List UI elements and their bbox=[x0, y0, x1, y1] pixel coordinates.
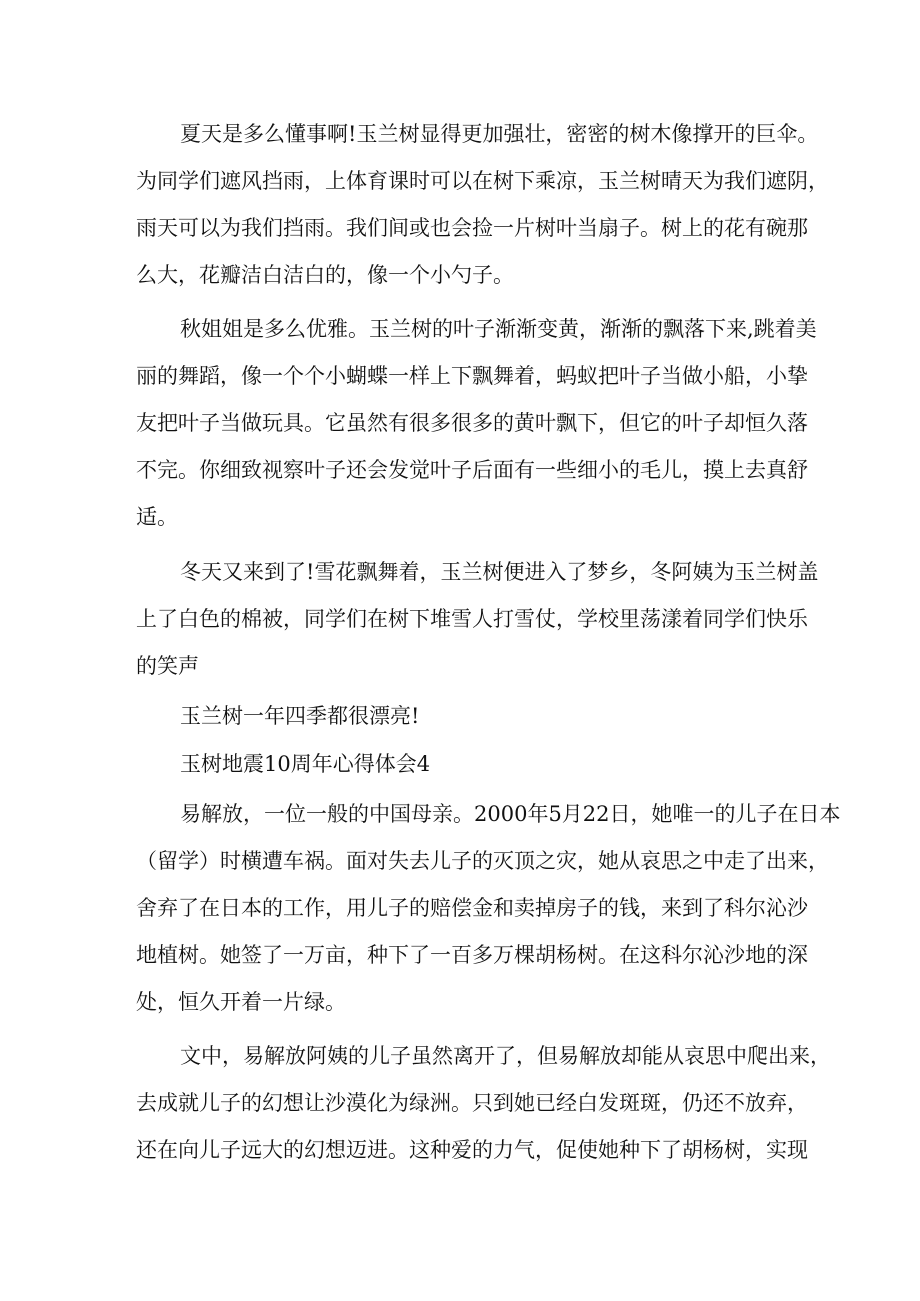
section-heading: 玉树地震10周年心得体会4 bbox=[180, 752, 431, 776]
text-line: 文中，易解放阿姨的儿子虽然离开了，但易解放却能从哀思中爬出来， bbox=[180, 1044, 831, 1068]
text-line: 为同学们遮风挡雨，上体育课时可以在树下乘凉，玉兰树晴天为我们遮阴， bbox=[136, 169, 829, 193]
text-line: 不完。你细致视察叶子还会发觉叶子后面有一些细小的毛儿，摸上去真舒 bbox=[136, 458, 808, 482]
text-line: 雨天可以为我们挡雨。我们间或也会捡一片树叶当扇子。树上的花有碗那 bbox=[136, 216, 808, 240]
text-line: 去成就儿子的幻想让沙漠化为绿洲。只到她已经白发斑斑，仍还不放弃， bbox=[136, 1091, 808, 1115]
text-line: 玉兰树一年四季都很漂亮! bbox=[180, 704, 420, 728]
text-line: 的笑声 bbox=[136, 654, 199, 678]
text-line: 舍弃了在日本的工作，用儿子的赔偿金和卖掉房子的钱，来到了科尔沁沙 bbox=[136, 896, 808, 920]
text-line: 地植树。她签了一万亩，种下了一百多万棵胡杨树。在这科尔沁沙地的深 bbox=[136, 943, 808, 967]
text-line: （留学）时横遭车祸。面对失去儿子的灭顶之灾，她从哀思之中走了出来， bbox=[136, 849, 829, 873]
text-line: 夏天是多么懂事啊!玉兰树显得更加强壮，密密的树木像撑开的巨伞。 bbox=[180, 122, 819, 146]
text-line: 秋姐姐是多么优雅。玉兰树的叶子渐渐变黄，渐渐的飘落下来,跳着美 bbox=[180, 317, 817, 341]
text-line: 么大，花瓣洁白洁白的，像一个小勺子。 bbox=[136, 263, 514, 287]
text-line: 友把叶子当做玩具。它虽然有很多很多的黄叶飘下，但它的叶子却恒久落 bbox=[136, 411, 808, 435]
text-line: 适。 bbox=[136, 505, 178, 529]
text-line: 处，恒久开着一片绿。 bbox=[136, 990, 346, 1014]
text-line: 还在向儿子远大的幻想迈进。这种爱的力气，促使她种下了胡杨树，实现 bbox=[136, 1138, 808, 1162]
text-line: 冬天又来到了!雪花飘舞着，玉兰树便进入了梦乡，冬阿姨为玉兰树盖 bbox=[180, 560, 819, 584]
text-line: 上了白色的棉被，同学们在树下堆雪人打雪仗，学校里荡漾着同学们快乐 bbox=[136, 607, 808, 631]
text-line: 丽的舞蹈，像一个个小蝴蝶一样上下飘舞着，蚂蚁把叶子当做小船，小挚 bbox=[136, 364, 808, 388]
text-line: 易解放，一位一般的中国母亲。2000年5月22日，她唯一的儿子在日本 bbox=[180, 802, 841, 826]
